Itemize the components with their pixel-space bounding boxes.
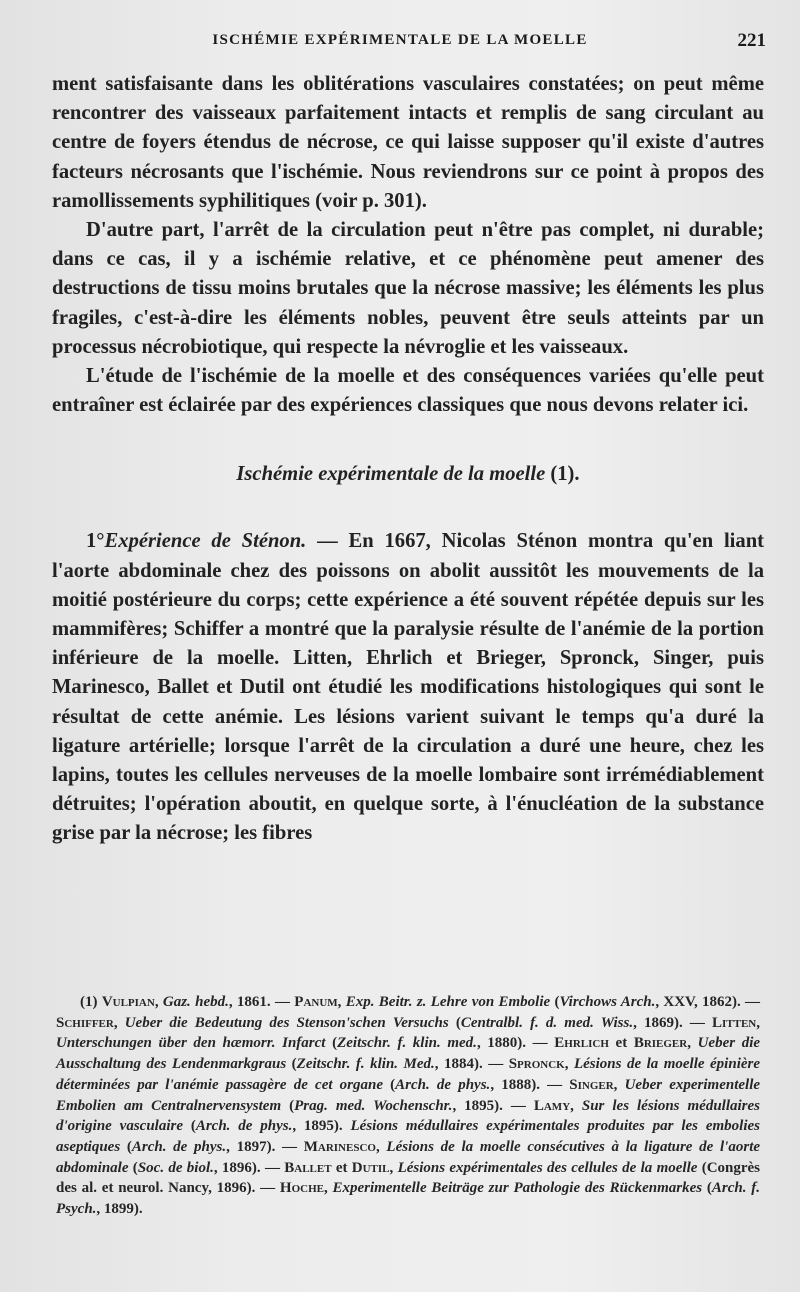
paragraph-3: L'étude de l'ischémie de la moelle et des conséquences variées qu'elle peut entraîner est éclairée par des expériences classiques que nous devons relater ici. bbox=[52, 365, 764, 417]
experiment-title: Expérience de Sténon. bbox=[104, 530, 307, 553]
fn-title: Lésions de la moelle consécutives à la ligature de l'aorte abdominale bbox=[56, 1138, 761, 1176]
fn-title: Lésions de la moelle épinière déterminées par l'anémie passagère de cet organe bbox=[56, 1056, 761, 1093]
fn-text: , 1895). bbox=[292, 1118, 351, 1135]
fn-title: Lésions médullaires expérimentales produites par les embolies aseptiques bbox=[56, 1118, 760, 1155]
author-schiffer: Schiffer bbox=[56, 1014, 114, 1031]
fn-text: ( bbox=[550, 994, 560, 1010]
fn-text: , XXV, 1862). — bbox=[655, 994, 761, 1010]
fn-text: ( bbox=[702, 1180, 712, 1197]
author-dutil: Dutil bbox=[351, 1159, 390, 1176]
fn-journal: Arch. de phys. bbox=[395, 1076, 491, 1093]
fn-text: , bbox=[154, 994, 163, 1010]
fn-text: , bbox=[389, 1159, 398, 1176]
experiment-text: — En 1667, Nicolas Sténon montra qu'en liant l'aorte abdominale chez des poissons on abolit aussitôt les mouvements de la moitié postérieure du corps; cette expérience a été souvent répétée depuis sur les mammifères; Schiffer a montré que la paralysie résulte de l'anémie de la portion inférieure de la moelle. Litten, Ehrlich et Brieger, Spronck, Singer, puis Marinesco, Ballet et Dutil ont étudié les modifications histologiques qui sont le résultat de cette anémie. Les lésions varient suivant le temps qu'a duré la ligature artérielle; lorsque l'arrêt de la circulation a duré une heure, chez les lapins, toutes les cellules nerveuses de la moelle lombaire sont irrémédiablement détruites; l'opération aboutit, en quelque sorte, à l'énucléation de la substance grise par la nécrose; les fibres bbox=[52, 530, 765, 845]
fn-journal: Arch. de phys. bbox=[195, 1118, 293, 1135]
fn-text: , bbox=[564, 1056, 574, 1073]
fn-text: , bbox=[323, 1180, 333, 1197]
footnotes bbox=[56, 992, 760, 1220]
section-heading-text: Ischémie expérimentale de la moelle bbox=[236, 463, 546, 486]
fn-text: ( bbox=[183, 1118, 196, 1135]
fn-title: Ueber die Bedeutung des Stenson'schen Versuchs bbox=[124, 1014, 449, 1031]
fn-text: , bbox=[337, 994, 346, 1010]
author-litten: Litten bbox=[712, 1014, 757, 1031]
fn-title: Exp. Beitr. z. Lehre von Embolie bbox=[345, 994, 551, 1010]
running-title: ISCHÉMIE EXPÉRIMENTALE DE LA MOELLE bbox=[212, 32, 588, 48]
footnote-1 bbox=[56, 992, 760, 1220]
fn-journal: Soc. de biol. bbox=[137, 1159, 214, 1176]
fn-text: ( bbox=[128, 1159, 138, 1176]
fn-title: Unterschungen über den hæmorr. Infarct bbox=[56, 1035, 326, 1052]
fn-journal: Arch. f. Psych. bbox=[56, 1180, 761, 1218]
author-ballet: Ballet bbox=[284, 1159, 332, 1176]
fn-text: , bbox=[613, 1076, 625, 1093]
author-marinesco: Marinesco bbox=[303, 1138, 376, 1155]
fn-title: Ueber die Ausschaltung des Lendenmarkgraus bbox=[56, 1035, 761, 1073]
paragraph-2: D'autre part, l'arrêt de la circulation peut n'être pas complet, ni durable; dans ce cas, il y a ischémie relative, et ce phénomène peut amener des destructions de tissu moins brutales que la nécrose massive; les éléments les plus fragiles, c'est-à-dire les éléments nobles, peuvent être seuls atteints par un processus nécrobiotique, qui respecte la névroglie et les vaisseaux. bbox=[52, 219, 764, 358]
author-brieger: Brieger bbox=[633, 1035, 688, 1052]
fn-text: ( bbox=[281, 1097, 295, 1114]
fn-text: ( bbox=[120, 1138, 132, 1155]
fn-text: , 1897). — bbox=[226, 1138, 304, 1155]
footnote-marker: (1) bbox=[80, 994, 98, 1010]
fn-journal: Arch. de phys. bbox=[131, 1138, 227, 1155]
paragraph-1: ment satisfaisante dans les oblitérations vasculaires constatées; on peut même rencontrer des vaisseaux parfaitement intacts et remplis de sang circulant au centre de foyers étendus de nécrose, ce qui laisse supposer qu'il existe d'autres facteurs nécrosants que l'ischémie. Nous reviendrons sur ce point à propos des ramollissements syphilitiques (voir p. 301). bbox=[52, 73, 764, 212]
fn-text: , 1899). bbox=[96, 1201, 143, 1218]
author-spronck: Spronck bbox=[508, 1056, 565, 1073]
experiment-number: 1° bbox=[86, 530, 105, 553]
fn-text: ( bbox=[448, 1014, 461, 1031]
section-heading bbox=[52, 460, 764, 489]
fn-title: Lésions expérimentales des cellules de la moelle bbox=[397, 1159, 698, 1176]
author-lamy: Lamy bbox=[533, 1097, 571, 1114]
fn-journal: Virchows Arch. bbox=[559, 994, 656, 1010]
author-hoche: Hoche bbox=[279, 1180, 324, 1197]
fn-text: et bbox=[608, 1035, 634, 1052]
fn-text: , bbox=[687, 1035, 698, 1052]
fn-journal: Prag. med. Wochenschr. bbox=[294, 1097, 453, 1114]
footnote-reference: (1). bbox=[550, 463, 580, 486]
fn-text: , 1880). — bbox=[476, 1035, 555, 1052]
body-text bbox=[52, 70, 764, 849]
fn-text: , 1861. — bbox=[228, 994, 295, 1010]
fn-journal: Centralbl. f. d. med. Wiss. bbox=[460, 1014, 634, 1031]
fn-text: , bbox=[113, 1014, 125, 1031]
fn-journal: Zeitschr. f. klin. med. bbox=[337, 1035, 477, 1052]
fn-text: , 1895). — bbox=[452, 1097, 534, 1114]
fn-text: , 1869). — bbox=[633, 1014, 712, 1031]
fn-text: et bbox=[331, 1159, 352, 1176]
fn-text: ( bbox=[325, 1035, 338, 1052]
author-vulpian: Vulpian bbox=[101, 994, 155, 1010]
fn-title: Sur les lésions médullaires d'origine vasculaire bbox=[56, 1097, 760, 1135]
fn-text: (Congrès des al. et neurol. Nancy, 1896). — bbox=[56, 1159, 761, 1197]
running-head bbox=[0, 32, 800, 54]
experiment-paragraph bbox=[52, 527, 764, 848]
author-ehrlich: Ehrlich bbox=[554, 1035, 609, 1052]
author-panum: Panum bbox=[294, 994, 338, 1010]
page-number: 221 bbox=[737, 30, 766, 51]
fn-journal: Zeitschr. f. klin. Med. bbox=[296, 1056, 435, 1073]
fn-journal: Gaz. hebd. bbox=[162, 994, 229, 1010]
fn-text: , bbox=[375, 1138, 387, 1155]
fn-text: ( bbox=[286, 1056, 297, 1073]
author-singer: Singer bbox=[569, 1076, 614, 1093]
fn-text: , 1888). — bbox=[490, 1076, 570, 1093]
fn-text: , bbox=[570, 1097, 582, 1114]
fn-text: , 1896). — bbox=[213, 1159, 285, 1176]
fn-text: , 1884). — bbox=[434, 1056, 509, 1073]
fn-title: Ueber experimentelle Embolien am Centralnervensystem bbox=[56, 1076, 761, 1114]
fn-title: Experimentelle Beiträge zur Pathologie des Rückenmarkes bbox=[332, 1180, 703, 1197]
fn-text: , bbox=[756, 1014, 760, 1031]
fn-text: ( bbox=[383, 1076, 396, 1093]
